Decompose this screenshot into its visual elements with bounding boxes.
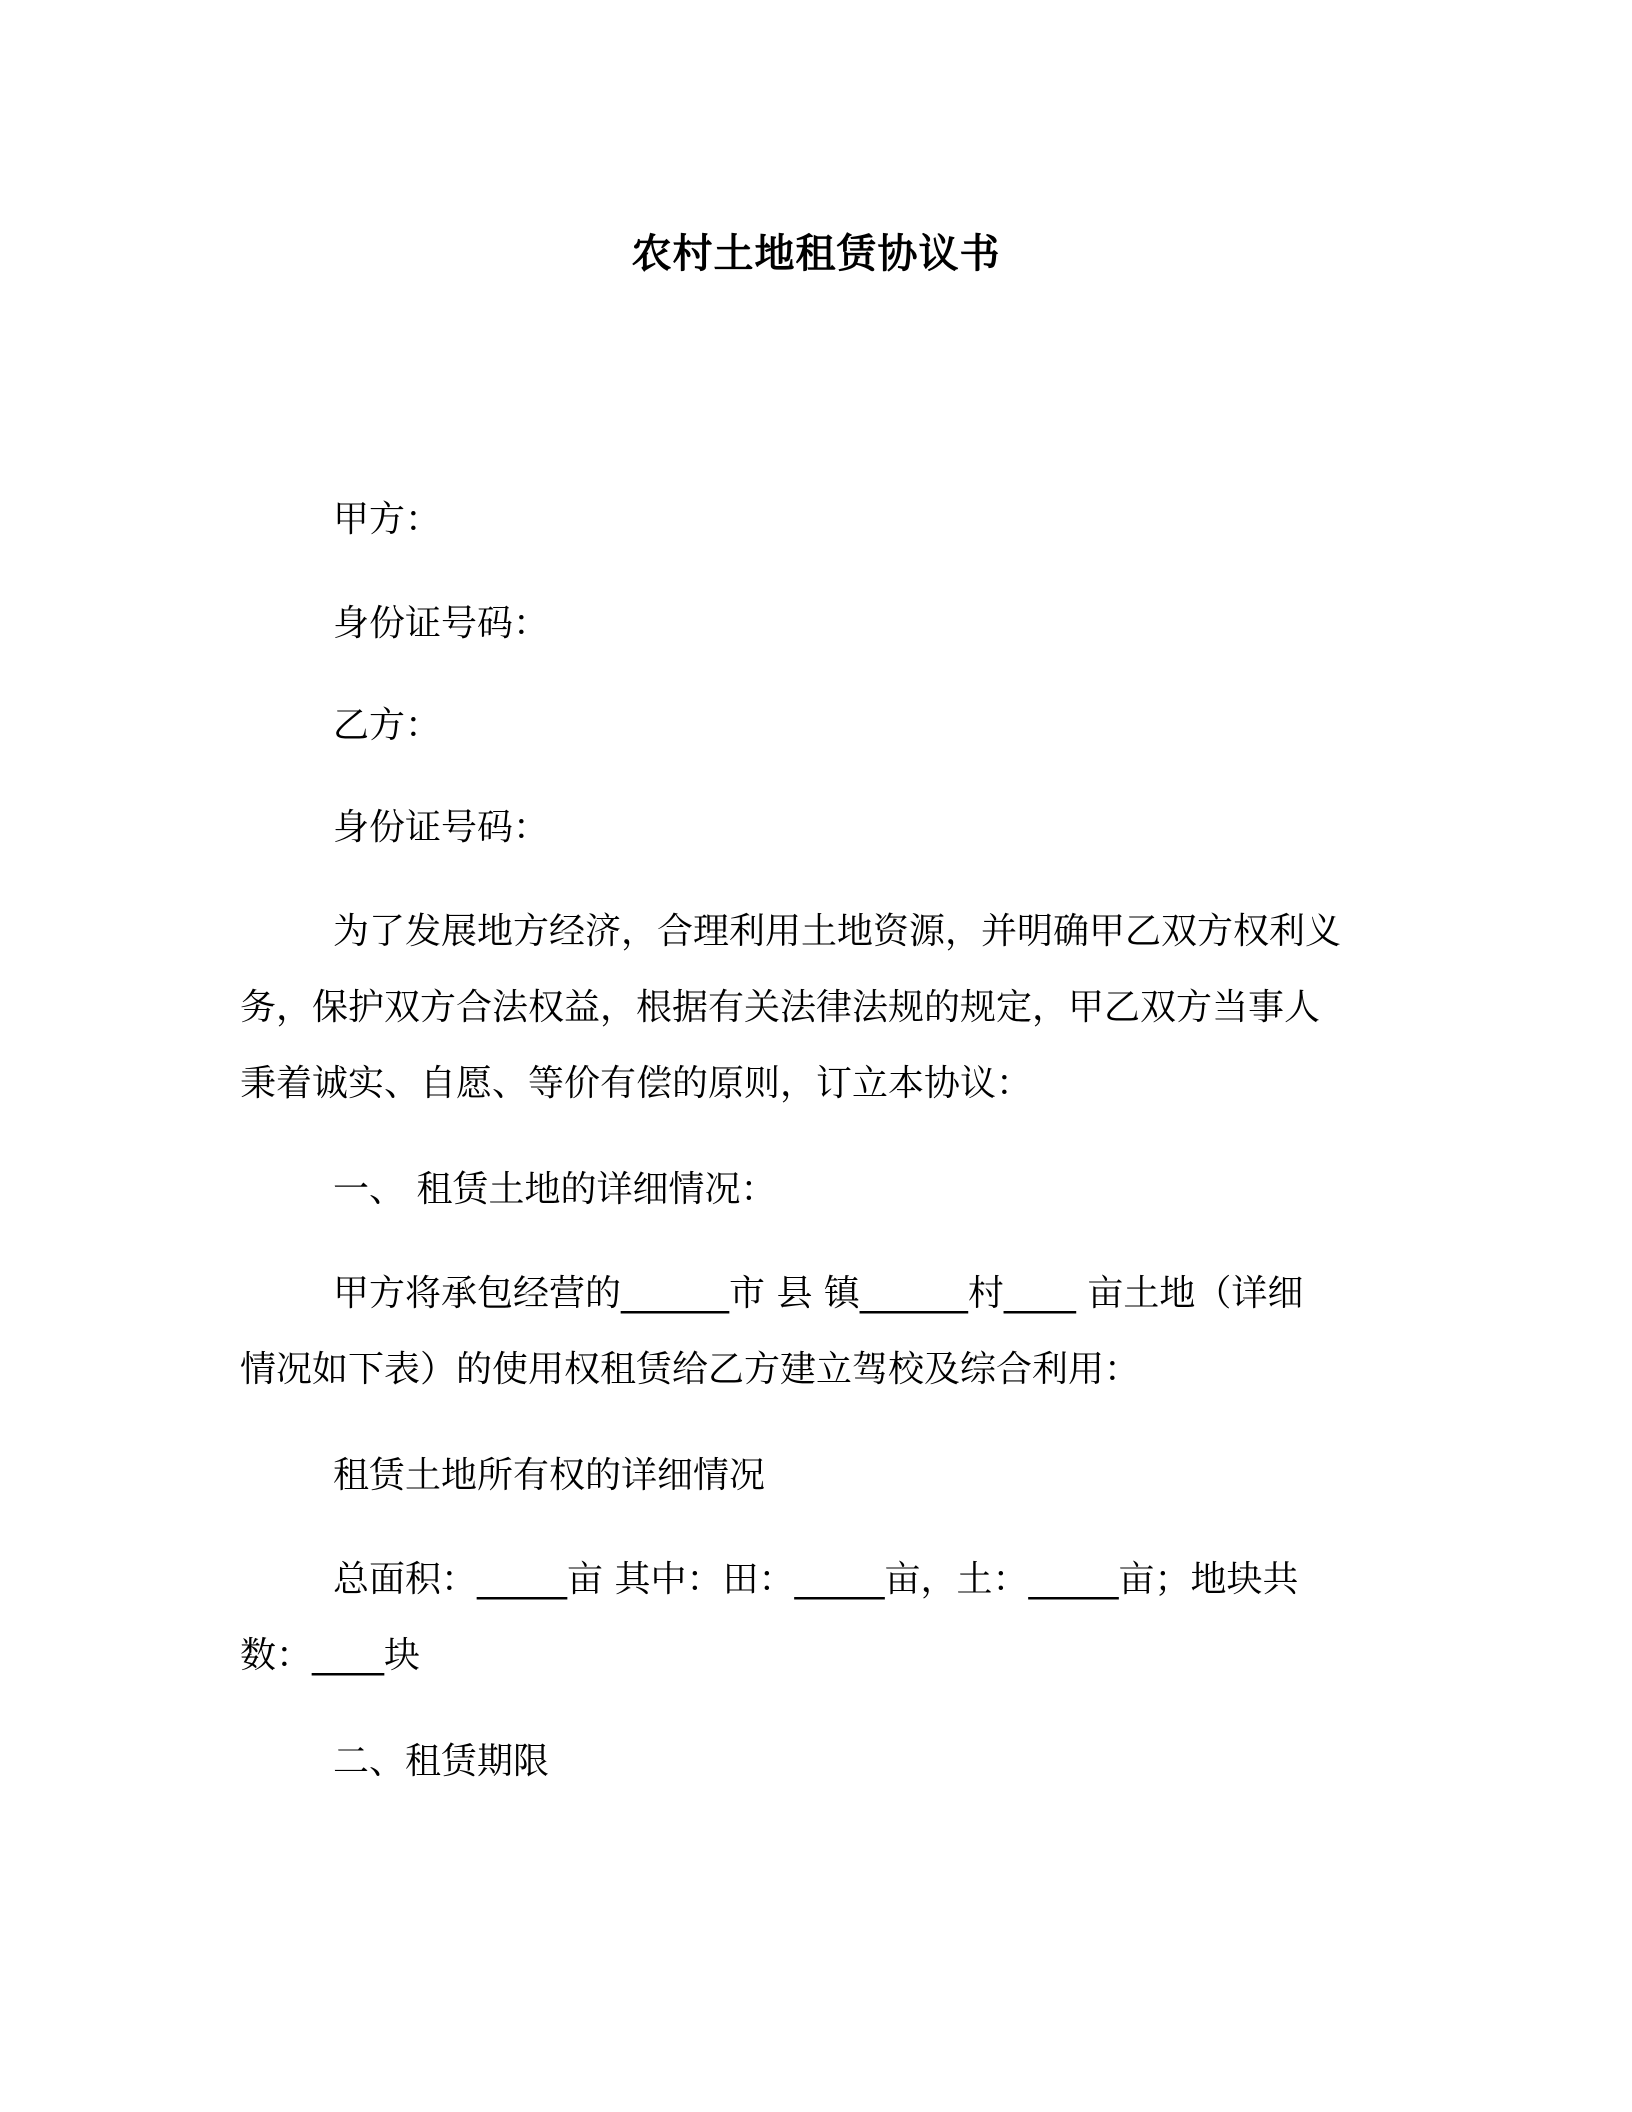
- party-a-label: 甲方：: [333, 499, 442, 540]
- ownership-heading: 租赁土地所有权的详细情况: [333, 1455, 766, 1496]
- section-1-heading: 一、 租赁土地的详细情况：: [333, 1169, 777, 1210]
- preamble-line-2: 务，保护双方合法权益，根据有关法律法规的规定，甲乙双方当事人: [240, 987, 1321, 1028]
- party-a-id-label: 身份证号码：: [333, 603, 550, 644]
- preamble-line-1: 为了发展地方经济，合理利用土地资源，并明确甲乙双方权利义: [333, 911, 1342, 952]
- section-1-body-line-2: 情况如下表）的使用权租赁给乙方建立驾校及综合利用：: [240, 1349, 1141, 1390]
- party-b-label: 乙方：: [333, 705, 442, 746]
- preamble-line-3: 秉着诚实、自愿、等价有偿的原则，订立本协议：: [240, 1063, 1033, 1104]
- section-2-heading: 二、租赁期限: [333, 1741, 550, 1782]
- area-line-1: 总面积：_____亩 其中：田：_____亩，土：_____亩；地块共: [333, 1559, 1299, 1600]
- document-title: 农村土地租赁协议书: [631, 231, 1001, 277]
- area-line-2: 数：____块: [240, 1635, 421, 1676]
- section-1-body-line-1: 甲方将承包经营的______市 县 镇______村____ 亩土地（详细: [333, 1273, 1304, 1314]
- party-b-id-label: 身份证号码：: [333, 807, 550, 848]
